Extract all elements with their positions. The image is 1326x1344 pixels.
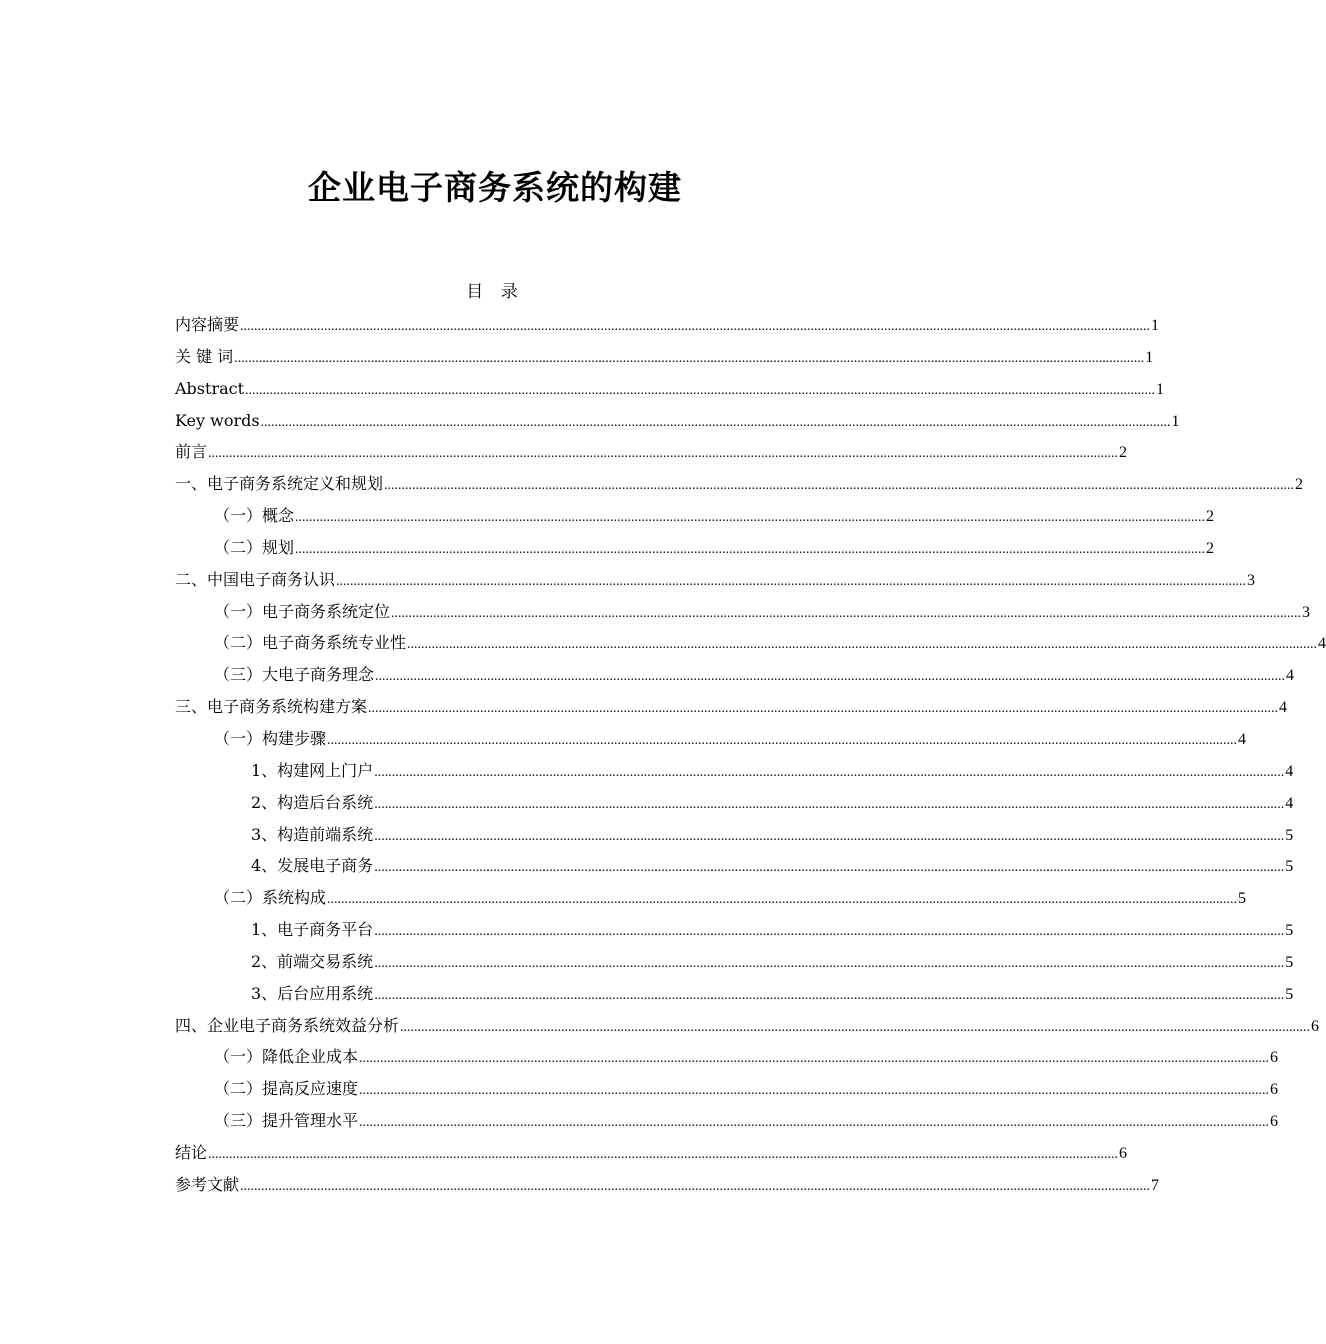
toc-entry-label: （一）电子商务系统定位 bbox=[214, 601, 391, 621]
toc-page-number: 5 bbox=[1238, 890, 1247, 908]
toc-entry[interactable] bbox=[175, 659, 1295, 691]
toc-entry-label: 三、电子商务系统构建方案 bbox=[175, 697, 368, 717]
toc-dot-leader: .................................................................................................................................................................................................................................................................... bbox=[374, 828, 1285, 844]
toc-page-number: 4 bbox=[1286, 667, 1295, 685]
toc-entry[interactable] bbox=[175, 1137, 1128, 1169]
toc-dot-leader: .................................................................................................................................................................................................................................................................... bbox=[260, 414, 1171, 430]
toc-entry[interactable] bbox=[175, 850, 1294, 882]
toc-page-number: 5 bbox=[1285, 826, 1294, 844]
toc-entry[interactable] bbox=[175, 978, 1294, 1010]
toc-entry[interactable] bbox=[175, 819, 1294, 851]
toc-page-number: 2 bbox=[1295, 476, 1304, 494]
toc-entry-label: （一）降低企业成本 bbox=[214, 1047, 359, 1067]
toc-dot-leader: .................................................................................................................................................................................................................................................................... bbox=[359, 1051, 1270, 1067]
toc-dot-leader: .................................................................................................................................................................................................................................................................... bbox=[407, 637, 1318, 653]
toc-page-number: 7 bbox=[1151, 1176, 1160, 1194]
toc-entry-label: 一、电子商务系统定义和规划 bbox=[175, 474, 384, 494]
toc-dot-leader: .................................................................................................................................................................................................................................................................... bbox=[391, 605, 1302, 621]
toc-entry-label: 2、前端交易系统 bbox=[251, 951, 374, 971]
toc-entry[interactable] bbox=[175, 373, 1165, 405]
toc-dot-leader: .................................................................................................................................................................................................................................................................... bbox=[208, 1146, 1119, 1162]
toc-entry-label: Key words bbox=[175, 410, 260, 430]
toc-entry-label: 参考文献 bbox=[175, 1174, 240, 1194]
toc-entry-label: （二）电子商务系统专业性 bbox=[214, 633, 407, 653]
toc-dot-leader: .................................................................................................................................................................................................................................................................... bbox=[327, 892, 1238, 908]
toc-page-number: 4 bbox=[1318, 635, 1326, 653]
toc-dot-leader: .................................................................................................................................................................................................................................................................... bbox=[374, 796, 1285, 812]
toc-dot-leader: .................................................................................................................................................................................................................................................................... bbox=[374, 764, 1285, 780]
toc-entry-label: Abstract bbox=[175, 378, 245, 398]
toc-dot-leader: .................................................................................................................................................................................................................................................................... bbox=[295, 541, 1206, 557]
toc-page-number: 3 bbox=[1247, 571, 1256, 589]
toc-entry[interactable] bbox=[175, 564, 1256, 596]
toc-page-number: 1 bbox=[1171, 412, 1180, 430]
toc-dot-leader: .................................................................................................................................................................................................................................................................... bbox=[336, 573, 1247, 589]
toc-page-number: 5 bbox=[1285, 858, 1294, 876]
page-title: 企业电子商务系统的构建 bbox=[308, 168, 682, 208]
toc-entry[interactable] bbox=[175, 468, 1304, 500]
toc-dot-leader: .................................................................................................................................................................................................................................................................... bbox=[375, 669, 1286, 685]
toc-dot-leader: .................................................................................................................................................................................................................................................................... bbox=[374, 924, 1285, 940]
toc-entry-label: （三）提升管理水平 bbox=[214, 1111, 359, 1131]
toc-entry[interactable] bbox=[175, 436, 1128, 468]
toc-dot-leader: .................................................................................................................................................................................................................................................................... bbox=[234, 350, 1145, 366]
toc-page-number: 6 bbox=[1270, 1049, 1279, 1067]
toc-entry-label: 1、构建网上门户 bbox=[251, 760, 374, 780]
toc-dot-leader: .................................................................................................................................................................................................................................................................... bbox=[245, 382, 1156, 398]
toc-page-number: 6 bbox=[1270, 1081, 1279, 1099]
toc-entry[interactable] bbox=[175, 405, 1180, 437]
toc-entry[interactable] bbox=[175, 627, 1326, 659]
toc-entry[interactable] bbox=[175, 914, 1294, 946]
toc-dot-leader: .................................................................................................................................................................................................................................................................... bbox=[240, 1178, 1151, 1194]
toc-dot-leader: .................................................................................................................................................................................................................................................................... bbox=[384, 478, 1295, 494]
table-of-contents bbox=[175, 309, 1326, 1201]
toc-dot-leader: .................................................................................................................................................................................................................................................................... bbox=[208, 446, 1119, 462]
toc-dot-leader: .................................................................................................................................................................................................................................................................... bbox=[374, 860, 1285, 876]
toc-entry-label: 2、构造后台系统 bbox=[251, 792, 374, 812]
toc-entry-label: 内容摘要 bbox=[175, 315, 240, 334]
toc-dot-leader: .................................................................................................................................................................................................................................................................... bbox=[295, 510, 1206, 526]
toc-page-number: 2 bbox=[1206, 508, 1215, 526]
toc-entry-label: 前言 bbox=[175, 442, 208, 462]
toc-entry-label: （二）规划 bbox=[214, 537, 295, 557]
toc-dot-leader: .................................................................................................................................................................................................................................................................... bbox=[327, 732, 1238, 748]
toc-entry[interactable] bbox=[175, 691, 1288, 723]
toc-page-number: 5 bbox=[1285, 922, 1294, 940]
toc-entry[interactable] bbox=[175, 500, 1215, 532]
toc-page-number: 4 bbox=[1279, 699, 1288, 717]
toc-entry-label: （三）大电子商务理念 bbox=[214, 665, 375, 685]
toc-entry-label: 4、发展电子商务 bbox=[251, 856, 374, 876]
toc-entry[interactable] bbox=[175, 1041, 1279, 1073]
toc-page-number: 2 bbox=[1206, 539, 1215, 557]
toc-entry[interactable] bbox=[175, 1010, 1320, 1042]
toc-entry[interactable] bbox=[175, 1105, 1279, 1137]
toc-entry[interactable] bbox=[175, 341, 1154, 373]
toc-entry-label: 二、中国电子商务认识 bbox=[175, 569, 336, 589]
toc-page-number: 6 bbox=[1119, 1144, 1128, 1162]
toc-entry-label: 结论 bbox=[175, 1142, 208, 1162]
toc-entry-label: 1、电子商务平台 bbox=[251, 920, 374, 940]
toc-entry-label: 四、企业电子商务系统效益分析 bbox=[175, 1015, 400, 1035]
toc-dot-leader: .................................................................................................................................................................................................................................................................... bbox=[359, 1115, 1270, 1131]
toc-page-number: 3 bbox=[1302, 603, 1311, 621]
toc-entry[interactable] bbox=[175, 946, 1294, 978]
toc-entry[interactable] bbox=[175, 596, 1311, 628]
toc-dot-leader: .................................................................................................................................................................................................................................................................... bbox=[374, 987, 1285, 1003]
toc-page-number: 6 bbox=[1311, 1017, 1320, 1035]
toc-page-number: 1 bbox=[1156, 380, 1165, 398]
toc-entry-label: 3、后台应用系统 bbox=[251, 983, 374, 1003]
toc-dot-leader: .................................................................................................................................................................................................................................................................... bbox=[400, 1019, 1311, 1035]
toc-entry[interactable] bbox=[175, 787, 1294, 819]
toc-entry[interactable] bbox=[175, 1169, 1160, 1201]
toc-page-number: 1 bbox=[1151, 317, 1160, 334]
toc-entry[interactable] bbox=[175, 723, 1247, 755]
toc-entry[interactable] bbox=[175, 309, 1160, 341]
toc-entry-label: （二）系统构成 bbox=[214, 888, 327, 908]
toc-entry[interactable] bbox=[175, 1073, 1279, 1105]
toc-dot-leader: .................................................................................................................................................................................................................................................................... bbox=[374, 955, 1285, 971]
toc-page-number: 1 bbox=[1145, 348, 1154, 366]
toc-page-number: 2 bbox=[1119, 444, 1128, 462]
toc-page-number: 4 bbox=[1285, 762, 1294, 780]
toc-dot-leader: .................................................................................................................................................................................................................................................................... bbox=[240, 319, 1151, 334]
toc-page-number: 4 bbox=[1238, 730, 1247, 748]
toc-entry[interactable] bbox=[175, 755, 1294, 787]
toc-page-number: 4 bbox=[1285, 794, 1294, 812]
toc-dot-leader: .................................................................................................................................................................................................................................................................... bbox=[359, 1083, 1270, 1099]
toc-page-number: 6 bbox=[1270, 1113, 1279, 1131]
toc-dot-leader: .................................................................................................................................................................................................................................................................... bbox=[368, 701, 1279, 717]
toc-entry-label: （一）概念 bbox=[214, 506, 295, 526]
toc-entry-label: 关 键 词 bbox=[175, 346, 234, 366]
toc-entry[interactable] bbox=[175, 882, 1247, 914]
toc-entry-label: （一）构建步骤 bbox=[214, 728, 327, 748]
toc-page-number: 5 bbox=[1285, 953, 1294, 971]
toc-entry[interactable] bbox=[175, 532, 1215, 564]
toc-entry-label: 3、构造前端系统 bbox=[251, 824, 374, 844]
toc-heading: 目 录 bbox=[466, 282, 524, 302]
toc-entry-label: （二）提高反应速度 bbox=[214, 1079, 359, 1099]
toc-page-number: 5 bbox=[1285, 985, 1294, 1003]
